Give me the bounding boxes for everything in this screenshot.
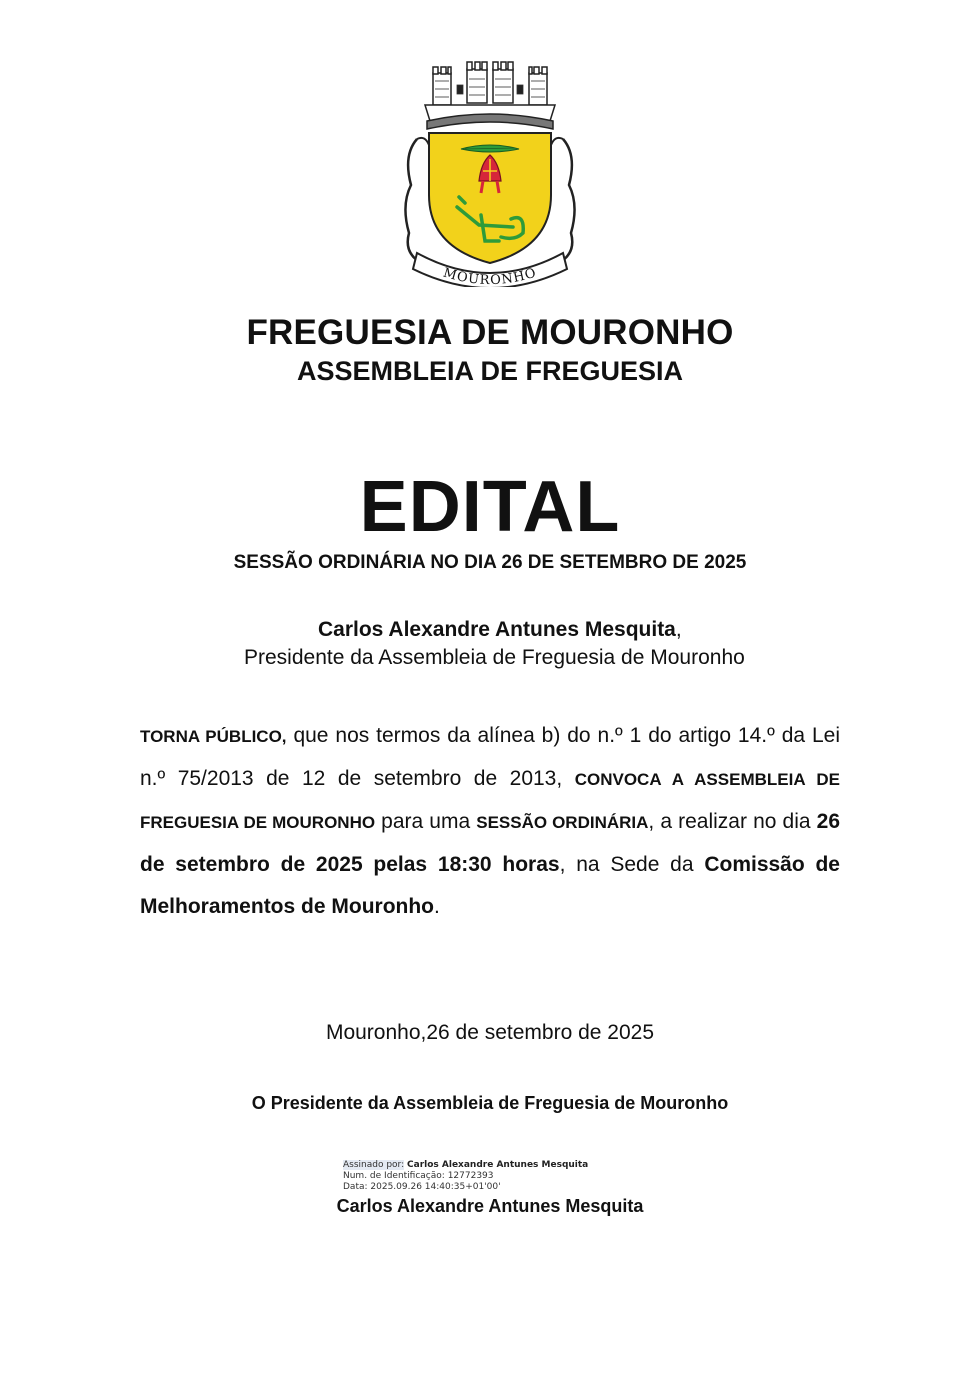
date-value: 2025.09.26 14:40:35+01'00' [370,1182,501,1192]
id-row [343,1171,588,1182]
body-text-2: para uma [375,810,477,833]
mural-crown-icon [425,62,555,129]
body-text-3: , a realizar no dia [648,810,817,833]
edital-heading: EDITAL [359,467,621,547]
ribbon-scroll-right [555,139,575,265]
motto-text: MOURONHO [441,265,539,287]
signatory-name: Carlos Alexandre Antunes Mesquita [336,1196,644,1216]
coat-of-arms [395,55,585,287]
president-label: O Presidente da Assembleia de Freguesia de Mouronho [251,1093,729,1113]
svg-text:MOURONHO [441,266,538,287]
announcement-paragraph [140,715,840,928]
body-text-1: que nos termos da alínea b) do n.º 1 do artigo 14.º da Lei n.º 75/2013 de 12 de setembro de 2013, [140,724,840,790]
session-line: SESSÃO ORDINÁRIA NO DIA 26 DE SETEMBRO DE 2025 [233,552,747,573]
page-title: FREGUESIA DE MOURONHO [246,313,734,352]
president-name-suffix: , [675,618,682,641]
president-name: Carlos Alexandre Antunes Mesquita [318,618,676,641]
signed-by-row [343,1160,588,1171]
meeting-venue: Comissão de Melhoramentos de Mouronho [140,853,840,918]
id-label: Num. de Identificação: [343,1171,445,1181]
id-value: 12772393 [447,1171,494,1181]
meeting-datetime: 26 de setembro de 2025 pelas 18:30 horas [140,810,840,876]
body-text-4: , na Sede da [559,853,705,876]
date-row [343,1182,588,1193]
place-date: Mouronho,26 de setembro de 2025 [325,1021,655,1044]
president-name-line [318,618,682,642]
date-label: Data: [343,1182,368,1192]
signed-by-value: Carlos Alexandre Antunes Mesquita [407,1160,589,1170]
torna-publico: TORNA PÚBLICO, [140,727,287,746]
sessao-text: SESSÃO ORDINÁRIA [476,813,649,832]
body-text-5: . [434,895,440,918]
ribbon-scroll-left [405,139,425,265]
signed-by-label: Assinado por: [343,1160,405,1170]
convoca-text: CONVOCA A ASSEMBLEIA DE FREGUESIA DE MOURONHO [140,770,840,832]
president-title: Presidente da Assembleia de Freguesia de Mouronho [244,646,745,669]
page-subtitle: ASSEMBLEIA DE FREGUESIA [296,356,684,386]
digital-signature-block [343,1160,588,1193]
